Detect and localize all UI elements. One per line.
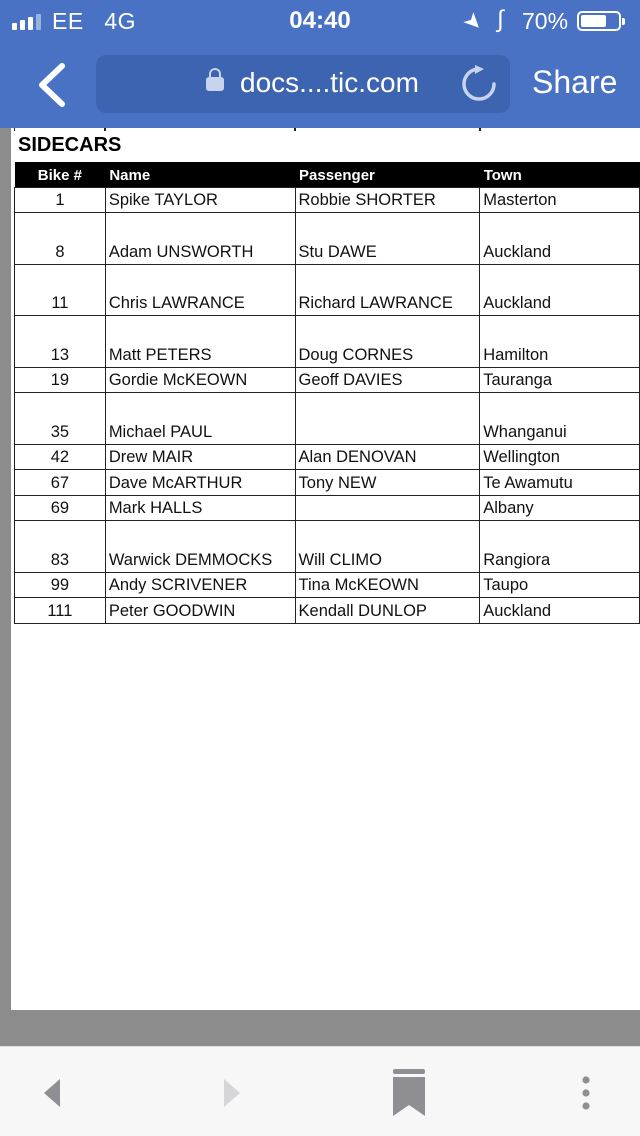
location-arrow-icon: ➤ <box>458 6 489 38</box>
table-row <box>15 470 640 496</box>
cell-bike-number: 67 <box>15 470 106 496</box>
chevron-left-icon <box>28 58 76 112</box>
cell-rider-name: Adam UNSWORTH <box>105 213 295 265</box>
cell-rider-name: Warwick DEMMOCKS <box>105 521 295 573</box>
table-row <box>15 521 640 573</box>
table-row <box>15 444 640 470</box>
cell-passenger <box>295 393 480 445</box>
cell-town: Hamilton <box>480 316 640 368</box>
network-type: 4G <box>104 8 137 34</box>
cell-bike-number: 8 <box>15 213 106 265</box>
cell-town: Albany <box>480 495 640 521</box>
carrier-label: EE 4G <box>52 8 137 34</box>
cell-bike-number: 69 <box>15 495 106 521</box>
table-row <box>15 264 640 316</box>
cell-bike-number: 83 <box>15 521 106 573</box>
lock-icon <box>206 77 224 91</box>
more-options-button[interactable] <box>576 1075 596 1111</box>
clock: 04:40 <box>289 7 351 34</box>
cell-passenger: Doug CORNES <box>295 316 480 368</box>
back-arrow-icon <box>40 1077 66 1109</box>
cell-passenger: Alan DENOVAN <box>295 444 480 470</box>
cell-bike-number: 11 <box>15 264 106 316</box>
cell-bike-number: 99 <box>15 572 106 598</box>
table-row <box>15 367 640 393</box>
column-header-town: Town <box>480 162 640 187</box>
sidecars-table <box>14 162 640 624</box>
bluetooth-icon: ∫ <box>497 6 504 33</box>
cell-passenger: Kendall DUNLOP <box>295 598 480 624</box>
more-vertical-icon <box>576 1075 596 1111</box>
column-header-name: Name <box>105 162 295 187</box>
cell-passenger: Geoff DAVIES <box>295 367 480 393</box>
cell-town: Whanganui <box>480 393 640 445</box>
browser-header <box>0 0 640 128</box>
battery-percent: 70% <box>522 8 569 34</box>
cell-rider-name: Dave McARTHUR <box>105 470 295 496</box>
cell-rider-name: Michael PAUL <box>105 393 295 445</box>
table-row <box>15 393 640 445</box>
cell-passenger: Richard LAWRANCE <box>295 264 480 316</box>
cell-passenger: Robbie SHORTER <box>295 187 480 213</box>
battery-icon <box>577 11 621 31</box>
cell-bike-number: 111 <box>15 598 106 624</box>
cell-rider-name: Peter GOODWIN <box>105 598 295 624</box>
cell-rider-name: Gordie McKEOWN <box>105 367 295 393</box>
cell-bike-number: 1 <box>15 187 106 213</box>
url-text: docs....tic.com <box>240 67 419 98</box>
cell-town: Auckland <box>480 213 640 265</box>
status-bar <box>0 0 640 42</box>
bookmark-button[interactable] <box>392 1069 426 1117</box>
table-row <box>15 316 640 368</box>
battery-fill <box>581 15 606 27</box>
address-bar[interactable] <box>96 55 510 113</box>
toolbar-back-button[interactable] <box>40 1077 66 1109</box>
cell-town: Auckland <box>480 598 640 624</box>
section-title: SIDECARS <box>18 134 122 156</box>
table-row <box>15 495 640 521</box>
cell-town: Wellington <box>480 444 640 470</box>
cell-rider-name: Spike TAYLOR <box>105 187 295 213</box>
cell-rider-name: Matt PETERS <box>105 316 295 368</box>
document-page <box>11 128 640 1010</box>
cell-town: Masterton <box>480 187 640 213</box>
cell-bike-number: 35 <box>15 393 106 445</box>
forward-arrow-icon <box>218 1077 244 1109</box>
table-row <box>15 572 640 598</box>
cell-passenger: Tina McKEOWN <box>295 572 480 598</box>
cell-town: Tauranga <box>480 367 640 393</box>
table-row <box>15 187 640 213</box>
cell-passenger: Stu DAWE <box>295 213 480 265</box>
cell-rider-name: Andy SCRIVENER <box>105 572 295 598</box>
table-row <box>15 598 640 624</box>
cell-town: Taupo <box>480 572 640 598</box>
reload-button[interactable] <box>460 65 498 103</box>
bookmark-icon <box>392 1069 426 1117</box>
column-header-bike: Bike # <box>15 162 106 187</box>
cell-passenger: Will CLIMO <box>295 521 480 573</box>
cell-rider-name: Drew MAIR <box>105 444 295 470</box>
cell-bike-number: 19 <box>15 367 106 393</box>
reload-icon <box>460 65 498 103</box>
table-header-row <box>15 162 640 187</box>
table-top-fragment <box>14 128 640 131</box>
cell-rider-name: Chris LAWRANCE <box>105 264 295 316</box>
cell-rider-name: Mark HALLS <box>105 495 295 521</box>
column-header-passenger: Passenger <box>295 162 480 187</box>
toolbar-forward-button[interactable] <box>218 1077 244 1109</box>
cell-town: Auckland <box>480 264 640 316</box>
cell-passenger <box>295 495 480 521</box>
cell-town: Te Awamutu <box>480 470 640 496</box>
browser-toolbar <box>0 1046 640 1136</box>
back-button[interactable] <box>28 58 76 112</box>
cell-bike-number: 42 <box>15 444 106 470</box>
cell-bike-number: 13 <box>15 316 106 368</box>
table-row <box>15 213 640 265</box>
cell-town: Rangiora <box>480 521 640 573</box>
cell-passenger: Tony NEW <box>295 470 480 496</box>
share-button[interactable]: Share <box>532 64 618 100</box>
